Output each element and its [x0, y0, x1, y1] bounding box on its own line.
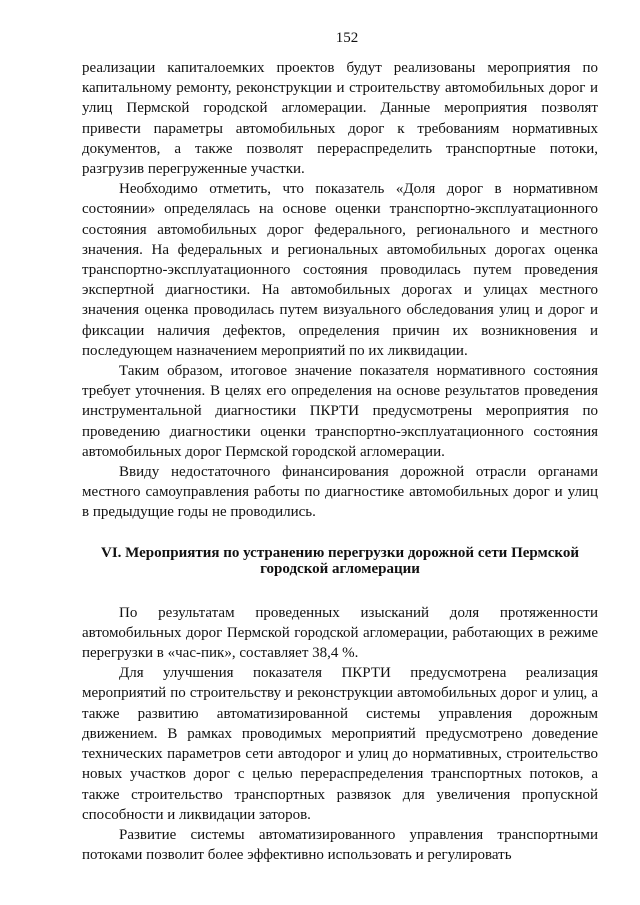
paragraph-indicator-clarification: Таким образом, итоговое значение показателя нормативного состояния требует уточнения. В целях его определения на основе результатов проведения инструментальной диагностики ПКРТИ предусмотрены мероприятия по проведению диагностики оценки транспортно-эксплуатационного состояния автомобильных дорог Пермской городской агломерации. [82, 363, 598, 460]
paragraph-road-condition-indicator: Необходимо отметить, что показатель «Доля дорог в нормативном состоянии» определялась на основе оценки транспортно-эксплуатационного состояния автомобильных дорог федерального, регионального и местного значения. На федеральных и региональных автомобильных дорогах оценка транспортно-эксплуатационного состояния проводилась путем проведения экспертной диагностики. На автомобильных дорогах и улицах местного значения оценка проводилась путем визуального обследования улиц и дорог и фиксации наличия дефектов, определения причин их возникновения и последующем назначением мероприятий по их ликвидации. [82, 181, 598, 359]
paragraph-insufficient-funding: Ввиду недостаточного финансирования дорожной отрасли органами местного самоуправления работы по диагностике автомобильных дорог и улиц в предыдущие годы не проводились. [82, 464, 598, 521]
paragraph-traffic-management: Развитие системы автоматизированного управления транспортными потоками позволит более эффективно использовать и регулировать [82, 826, 598, 864]
section-heading: VI. Мероприятия по устранению перегрузки дорожной сети Пермской городской агломерации [101, 544, 579, 577]
paragraph-overload-share: По результатам проведенных изысканий доля протяженности автомобильных дорог Пермской городской агломерации, работающих в режиме перегрузки в «час-пик», составляет 38,4 %. [82, 604, 598, 662]
paragraph-improvement-measures: Для улучшения показателя ПКРТИ предусмотрена реализация мероприятий по строительству и реконструкции автомобильных дорог и улиц, а также развитию автоматизированной системы управления дорожным движением. В рамках проводимых мероприятий предусмотрено доведение технических параметров сети автодорог и улиц до нормативных, строительство новых участков дорог с целью перераспределения транспортных потоков, а также строительство транспортных развязок для увеличения пропускной способности и ликвидации заторов. [82, 665, 598, 823]
paragraph-continuation: реализации капиталоемких проектов будут реализованы мероприятия по капитальному ремонту, реконструкции и строительству автомобильных дорог и улиц Пермской городской агломерации. Данные мероприятия позволят привести параметры автомобильных дорог к требованиям нормативных документов, а также позволят перераспределить транспортные потоки, разгрузив перегруженные участки. [82, 60, 598, 178]
document-page [82, 28, 598, 865]
page-number: 152 [335, 30, 359, 46]
